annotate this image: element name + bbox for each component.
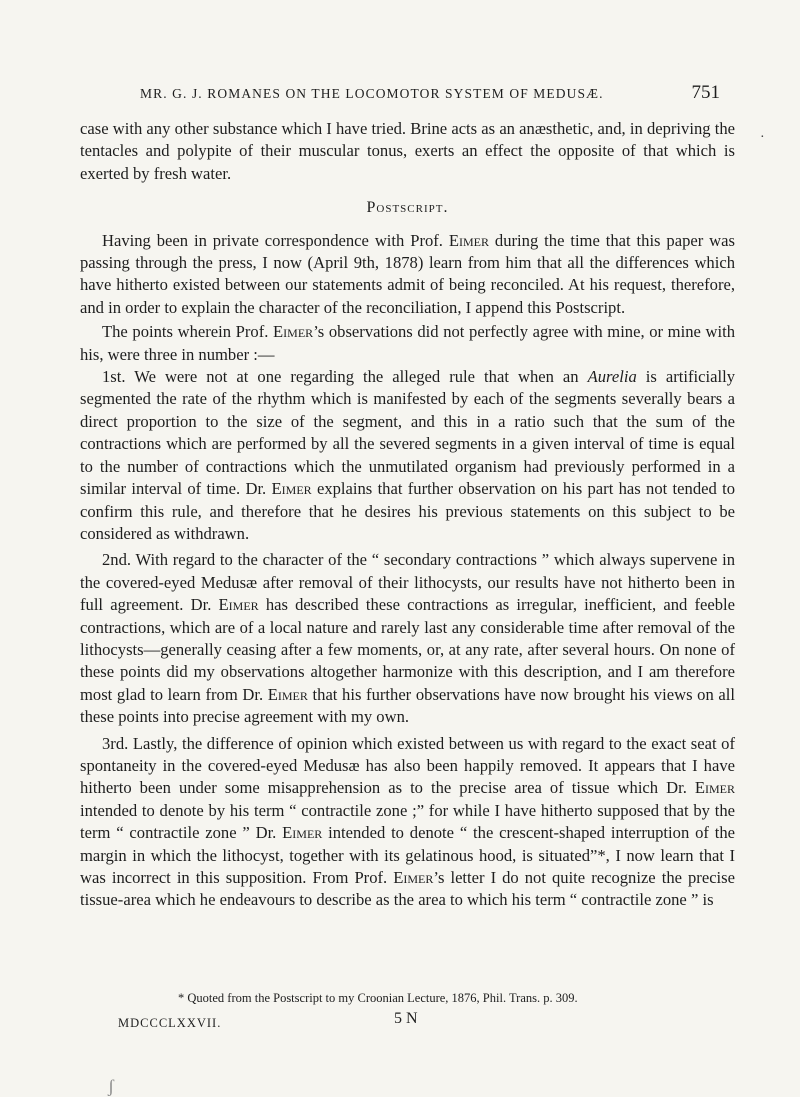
volume-mark: MDCCCLXXVII. [118, 1016, 222, 1030]
footnote: * Quoted from the Postscript to my Croonian Lecture, 1876, Phil. Trans. p. 309. [178, 991, 578, 1005]
signature-mark: 5 N [394, 1010, 418, 1027]
author-name: Eimer [448, 230, 490, 250]
paragraph-4: 2nd. With regard to the character of the “ secondary contractions ” which always supervene in the covered-eyed Medusæ after removal of their lithocysts, our results have not hitherto been in full agreement. Dr. Eimer has described these contractions as irregular, inefficient, and feeble contractions, which are of a local nature and rarely last any considerable time after removal of the lithocysts—generally ceasing after a few moments, or, at any rate, after several hours. On none of these points did my observations altogether harmonize with this description, and I am therefore most glad to learn from Dr. Eimer that his further observations have now brought his views on all these points into precise agreement with my own. [80, 550, 735, 727]
paragraph-5: 3rd. Lastly, the difference of opinion which existed between us with regard to the exact seat of spontaneity in the covered-eyed Medusæ has also been happily removed. It appears that I have hitherto been under some misapprehension as to the precise area of tissue which Dr. Eimer intended to denote by his term “ contractile zone ;” for while I have hitherto supposed that by the term “ contractile zone ” Dr. Eimer intended to denote “ the crescent-shaped interruption of the margin in which the lithocyst, together with its gelatinous hood, is situated”*, I now learn that I was incorrect in this supposition. From Prof. Eimer’s letter I do not quite recognize the precise tissue-area which he endeavours to describe as the area to which his term “ contractile zone ” is [80, 733, 735, 910]
section-heading: Postscript. [366, 199, 449, 217]
author-name: Eimer [218, 595, 259, 615]
body-text [80, 118, 735, 912]
author-name: Eimer [393, 868, 434, 887]
author-name: Eimer [271, 479, 312, 499]
paragraph-2: The points wherein Prof. Eimer’s observations did not perfectly agree with mine, or mine with his, were three in number :— [80, 322, 735, 364]
author-name: Eimer [282, 823, 323, 843]
author-name: Eimer [694, 778, 735, 798]
margin-mark: · [760, 130, 765, 145]
header-title: MR. G. J. ROMANES ON THE LOCOMOTOR SYSTEM OF MEDUSÆ. [140, 86, 604, 101]
author-name: Eimer [273, 322, 314, 342]
author-name: Eimer [267, 684, 308, 704]
running-header [140, 82, 720, 108]
genus-name: Aurelia [587, 367, 637, 387]
continued-paragraph: case with any other substance which I have tried. Brine acts as an anæsthetic, and, in depriving the tentacles and polypite of their muscular tonus, exerts an effect the opposite of that which is exerted by fresh water. [80, 119, 735, 183]
scan-smudge: ʃ [108, 1076, 114, 1096]
paragraph-3: 1st. We were not at one regarding the alleged rule that when an Aurelia is artificially segmented the rate of the rhythm which is manifested by each of the segments severally bears a direct proportion to the size of the segment, and this in a ratio such that the sum of the contractions which are performed by all the severed segments in a given interval of time is equal to the number of contractions which the unmutilated organism had previously performed in a similar interval of time. Dr. Eimer explains that further observation on his part has not tended to confirm this rule, and therefore that he desires his previous statements on this subject to be considered as withdrawn. [80, 367, 735, 543]
paragraph-1: Having been in private correspondence with Prof. Eimer during the time that this paper was passing through the press, I now (April 9th, 1878) learn from him that all the differences which have hitherto existed between our statements admit of being reconciled. At his request, therefore, and in order to explain the character of the reconciliation, I append this Postscript. [80, 230, 735, 317]
page-number: 751 [691, 82, 720, 103]
